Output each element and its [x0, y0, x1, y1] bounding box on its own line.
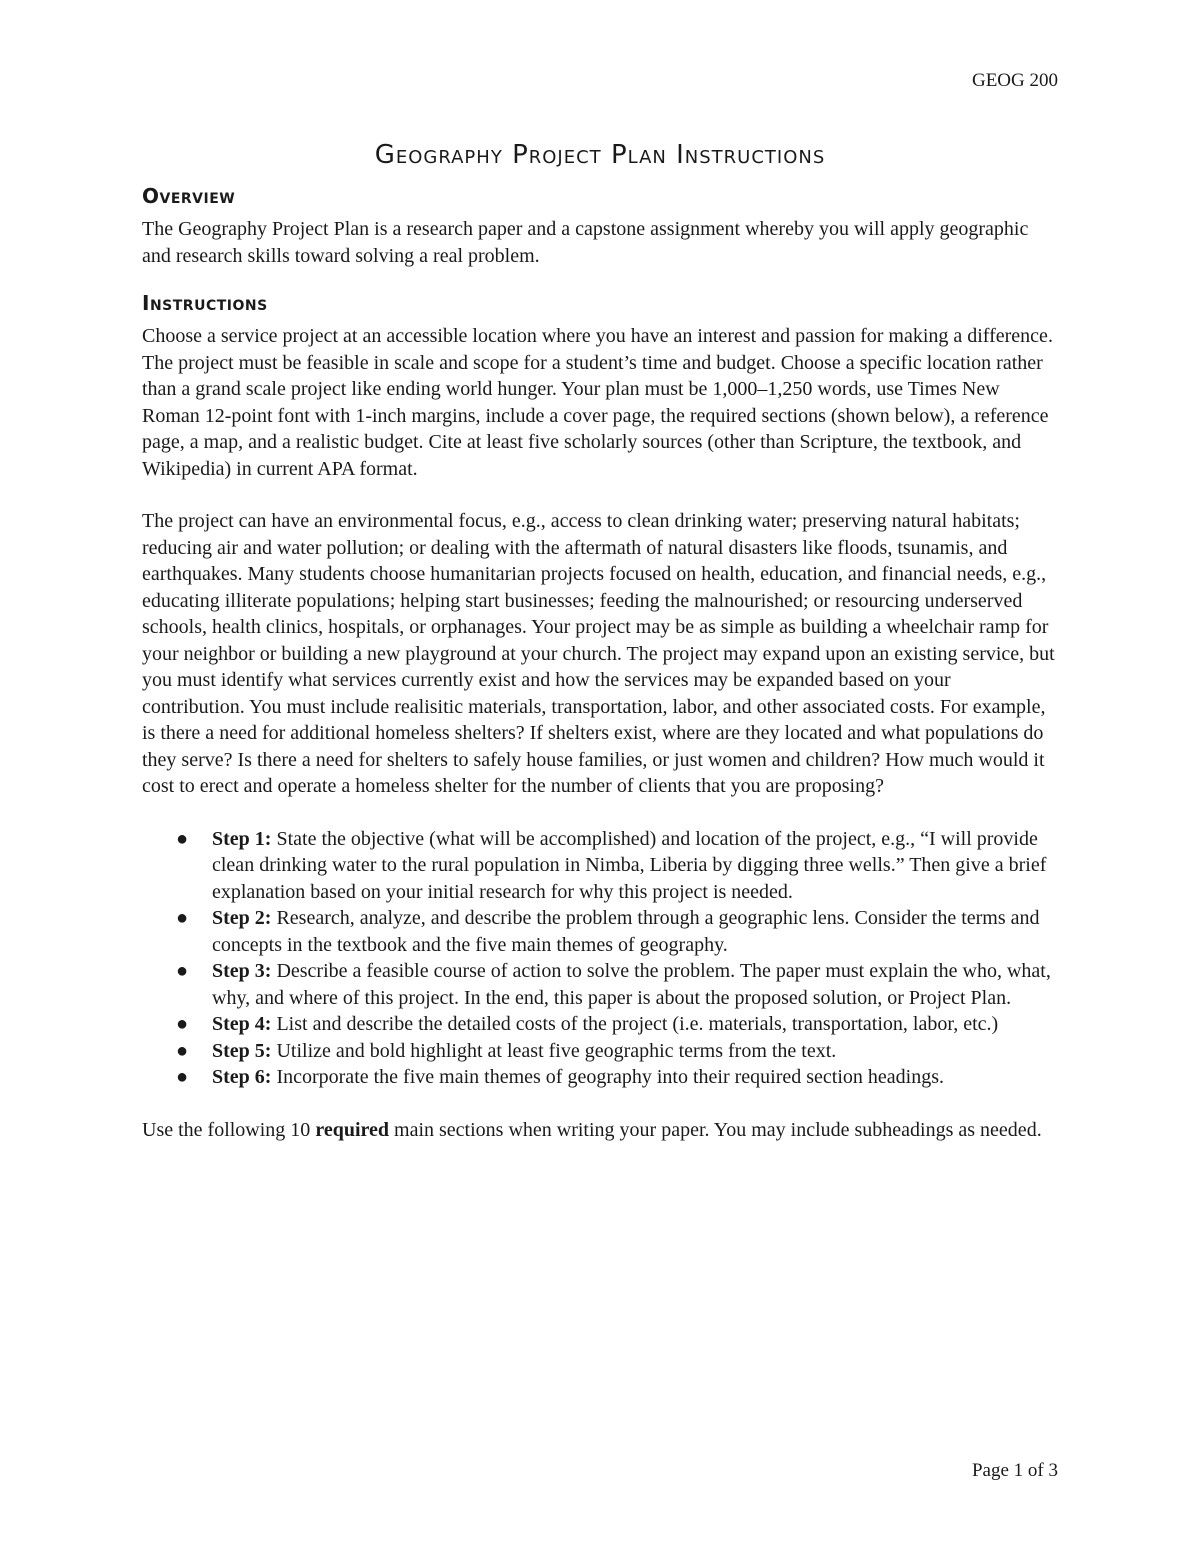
step-label: Step 2: [212, 907, 272, 929]
step-item [176, 905, 1058, 958]
closing-text-after: main sections when writing your paper. You may include subheadings as needed. [394, 1118, 1042, 1141]
closing-text-before: Use the following 10 [142, 1118, 311, 1141]
bullet-icon: ● [176, 960, 189, 982]
bullet-icon: ● [176, 1013, 189, 1035]
course-code: GEOG 200 [971, 70, 1058, 91]
step-text: State the objective (what will be accomplished) and location of the project, e.g., “I will provide clean drinking water to the rural population in Nimba, Liberia by digging three wells.” Then give a brief explanation based on your initial research for why this project is needed. [212, 827, 1047, 903]
step-text: Research, analyze, and describe the problem through a geographic lens. Consider the terms and concepts in the textbook and the five main themes of geography. [212, 907, 1040, 956]
step-label: Step 3: [212, 960, 272, 982]
step-item [176, 826, 1058, 906]
overview-text: The Geography Project Plan is a research paper and a capstone assignment whereby you will apply geographic and research skills toward solving a real problem. [142, 218, 1029, 267]
instructions-paragraph-2: The project can have an environmental focus, e.g., access to clean drinking water; preserving natural habitats; reducing air and water pollution; or dealing with the aftermath of natural disasters like floods, tsunamis, and earthquakes. Many students choose humanitarian projects focused on health, education, and financial needs, e.g., educating illiterate populations; helping start businesses; feeding the malnourished; or resourcing underserved schools, health clinics, hospitals, or orphanages. Your project may be as simple as building a wheelchair ramp for your neighbor or building a new playground at your church. The project may expand upon an existing service, but you must identify what services currently exist and how the services may be expanded based on your contribution. You must include realisitic materials, transportation, labor, and other associated costs. For example, is there a need for additional homeless shelters? If shelters exist, where are they located and what populations do they serve? Is there a need for shelters to safely house families, or just women and children? How much would it cost to erect and operate a homeless shelter for the number of clients that you are proposing? [142, 510, 1055, 797]
closing-paragraph [142, 1117, 1058, 1144]
document-title: Geography Project Plan Instructions [374, 140, 826, 170]
steps-list [142, 826, 1058, 1091]
document-body [142, 140, 1058, 1143]
bullet-icon: ● [176, 1066, 189, 1088]
closing-emphasis: required [315, 1118, 390, 1141]
bullet-icon: ● [176, 1039, 189, 1062]
page-indicator: Page 1 of 3 [971, 1460, 1058, 1481]
instructions-heading: Instructions [142, 291, 268, 315]
step-label: Step 4: [212, 1013, 272, 1035]
instructions-paragraph-1: Choose a service project at an accessible location where you have an interest and passion for making a difference. The project must be feasible in scale and scope for a student’s time and budget. Choose a specific location rather than a grand scale project like ending world hunger. Your plan must be 1,000–1,250 words, use Times New Roman 12-point font with 1-inch margins, include a cover page, the required sections (shown below), a reference page, a map, and a realistic budget. Cite at least five scholarly sources (other than Scripture, the textbook, and Wikipedia) in current APA format. [142, 325, 1053, 480]
step-item [176, 1038, 1058, 1065]
step-text: Utilize and bold highlight at least five geographic terms from the text. [276, 1039, 837, 1062]
step-text: List and describe the detailed costs of the project (i.e. materials, transportation, labor, etc.) [276, 1013, 999, 1035]
step-label: Step 1: [212, 827, 272, 850]
step-item [176, 1011, 1058, 1038]
step-item [176, 1064, 1058, 1091]
step-text: Incorporate the five main themes of geography into their required section headings. [276, 1066, 945, 1088]
overview-heading: Overview [142, 184, 236, 208]
bullet-icon: ● [176, 827, 189, 850]
step-label: Step 6: [212, 1066, 272, 1088]
step-text: Describe a feasible course of action to solve the problem. The paper must explain the who, what, why, and where of this project. In the end, this paper is about the proposed solution, or Project Plan. [212, 960, 1051, 1009]
step-label: Step 5: [212, 1039, 272, 1062]
step-item [176, 958, 1058, 1011]
bullet-icon: ● [176, 907, 189, 929]
